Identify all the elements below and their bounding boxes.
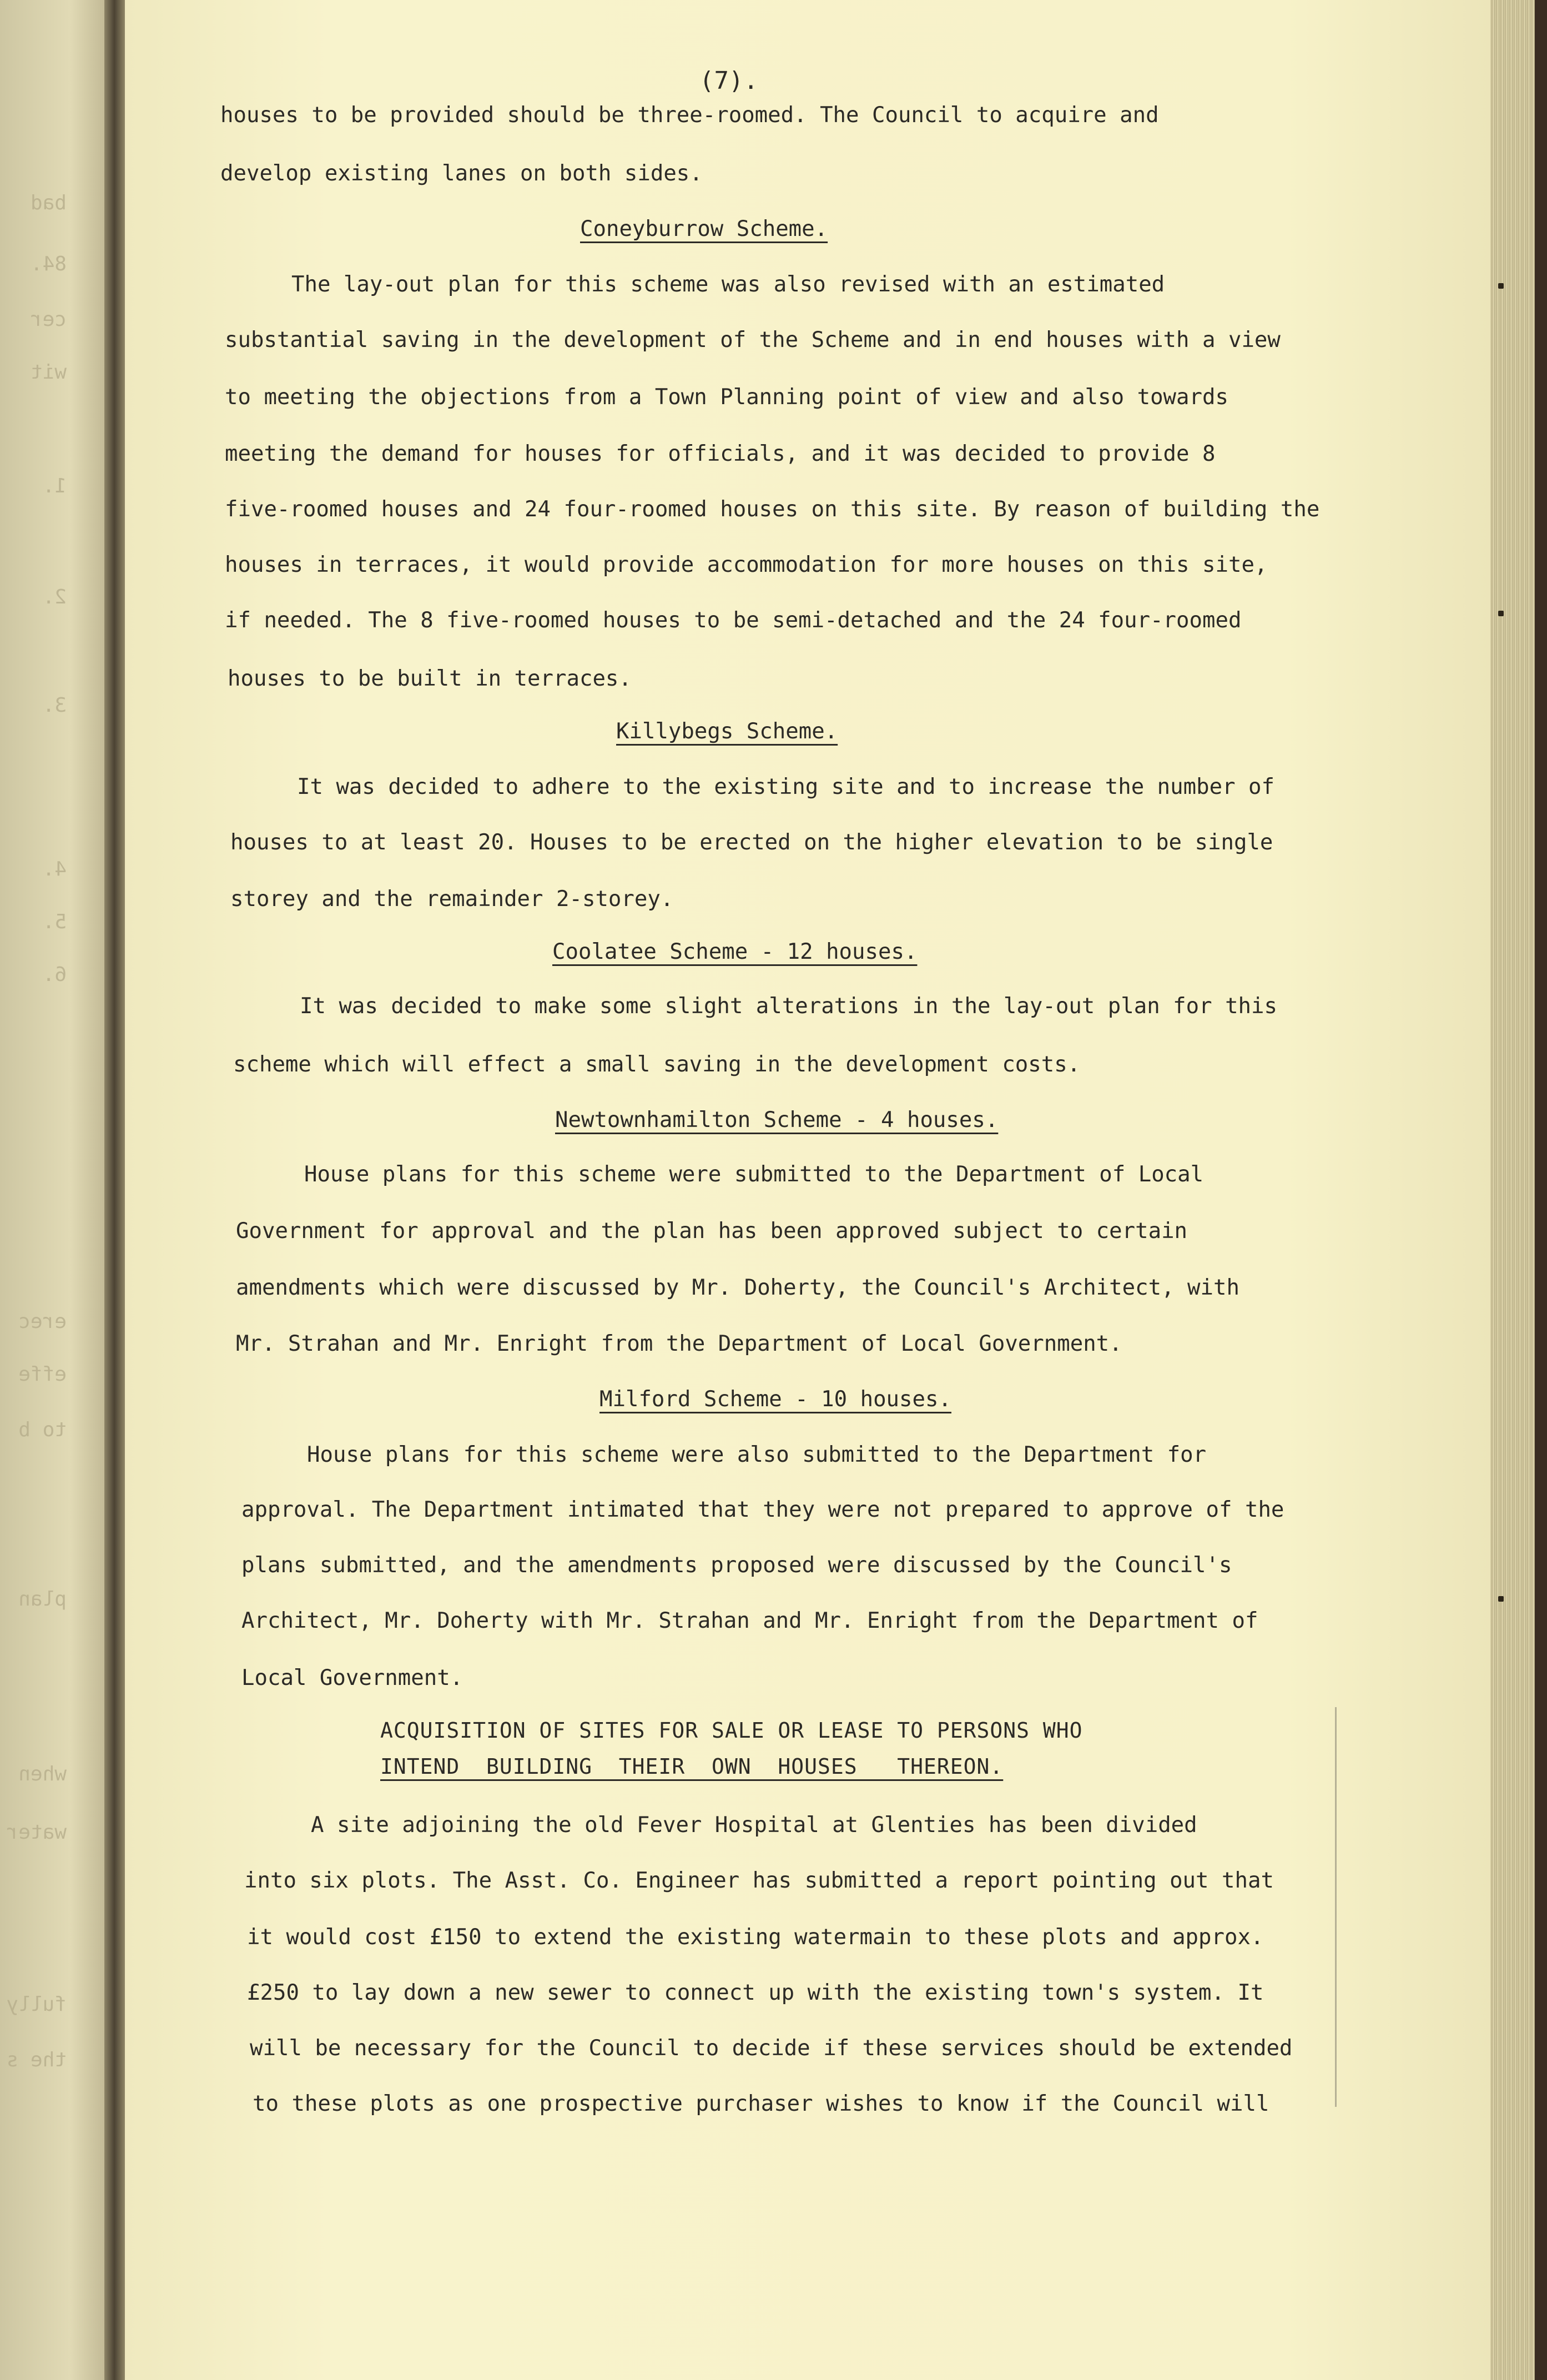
text-line: £250 to lay down a new sewer to connect up with the existing town's system. It [247, 1980, 1264, 2005]
page-number: (7). [699, 67, 758, 95]
text-line: houses to be built in terraces. [228, 666, 632, 691]
margin-fragment: 84. [30, 253, 67, 275]
page-block-edges [1490, 0, 1547, 2380]
section-heading-line-2: INTEND BUILDING THEIR OWN HOUSES THEREON. [380, 1754, 1004, 1779]
text-line: to meeting the objections from a Town Planning point of view and also towards [225, 385, 1228, 410]
text-line: Government for approval and the plan has been approved subject to certain [236, 1219, 1188, 1244]
text-line: five-roomed houses and 24 four-roomed houses on this site. By reason of building the [225, 497, 1320, 522]
text-line: approval. The Department intimated that they were not prepared to approve of the [241, 1497, 1284, 1522]
margin-fragment: cer [30, 308, 67, 331]
book-cover-edge [1535, 0, 1547, 2380]
typed-page [125, 0, 1490, 2380]
section-heading: Coolatee Scheme - 12 houses. [552, 939, 918, 964]
margin-fragment: fully [6, 1993, 67, 2016]
text-line: Architect, Mr. Doherty with Mr. Strahan and Mr. Enright from the Department of [241, 1608, 1258, 1633]
text-line: houses in terraces, it would provide accommodation for more houses on this site, [225, 552, 1268, 577]
margin-fragment: bad [30, 192, 67, 214]
section-heading: Coneyburrow Scheme. [580, 217, 828, 241]
margin-fragment: 2. [42, 586, 67, 608]
text-line: scheme which will effect a small saving in the development costs. [233, 1052, 1081, 1077]
text-line: into six plots. The Asst. Co. Engineer has submitted a report pointing out that [244, 1868, 1274, 1893]
text-line: meeting the demand for houses for officials, and it was decided to provide 8 [225, 441, 1216, 466]
text-line: houses to at least 20. Houses to be erected on the higher elevation to be single [230, 830, 1273, 855]
previous-page-edge [0, 0, 117, 2380]
text-line: amendments which were discussed by Mr. Doherty, the Council's Architect, with [236, 1275, 1239, 1300]
section-heading: Newtownhamilton Scheme - 4 houses. [555, 1108, 999, 1133]
text-line: will be necessary for the Council to decide if these services should be extended [250, 2036, 1293, 2061]
text-line: to these plots as one prospective purchaser wishes to know if the Council will [253, 2091, 1269, 2116]
text-line: A site adjoining the old Fever Hospital at Glenties has been divided [311, 1813, 1197, 1838]
margin-fragment: the s [6, 2049, 67, 2071]
margin-fragment: 1. [42, 475, 67, 497]
text-line: House plans for this scheme were also submitted to the Department for [307, 1442, 1207, 1467]
text-line: houses to be provided should be three-roomed. The Council to acquire and [220, 103, 1159, 128]
margin-fragment: effe [18, 1363, 67, 1386]
text-line: plans submitted, and the amendments proposed were discussed by the Council's [241, 1553, 1232, 1578]
text-line: House plans for this scheme were submitted to the Department of Local [304, 1162, 1204, 1187]
section-heading: Killybegs Scheme. [616, 719, 838, 744]
margin-fragment: 4. [42, 858, 67, 880]
text-line: It was decided to make some slight alterations in the lay-out plan for this [300, 994, 1277, 1019]
margin-fragment: 3. [42, 694, 67, 717]
section-heading: Milford Scheme - 10 houses. [599, 1387, 951, 1412]
book-gutter [104, 0, 127, 2380]
text-line: The lay-out plan for this scheme was also revised with an estimated [291, 272, 1165, 297]
margin-fragment: plan [18, 1588, 67, 1611]
text-line: it would cost £150 to extend the existing watermain to these plots and approx. [247, 1925, 1264, 1950]
text-line: if needed. The 8 five-roomed houses to be semi-detached and the 24 four-roomed [225, 608, 1242, 633]
margin-fragment: 6. [42, 963, 67, 986]
edge-mark [1498, 1596, 1504, 1602]
text-line: substantial saving in the development of the Scheme and in end houses with a view [225, 328, 1281, 353]
margin-fragment: wit [30, 361, 67, 384]
text-line: storey and the remainder 2-storey. [230, 887, 674, 912]
section-heading-line-1: ACQUISITION OF SITES FOR SALE OR LEASE TO PERSONS WHO [380, 1718, 1083, 1743]
margin-fragment: to b [18, 1418, 67, 1441]
text-line: develop existing lanes on both sides. [220, 161, 703, 186]
margin-fragment: when [18, 1763, 67, 1785]
text-line: Mr. Strahan and Mr. Enright from the Department of Local Government. [236, 1331, 1122, 1356]
margin-fragment: water [6, 1821, 67, 1844]
text-line: Local Government. [241, 1666, 463, 1690]
text-line: It was decided to adhere to the existing site and to increase the number of [297, 774, 1274, 799]
margin-fragment: 5. [42, 910, 67, 933]
margin-fragment: erec [18, 1310, 67, 1333]
